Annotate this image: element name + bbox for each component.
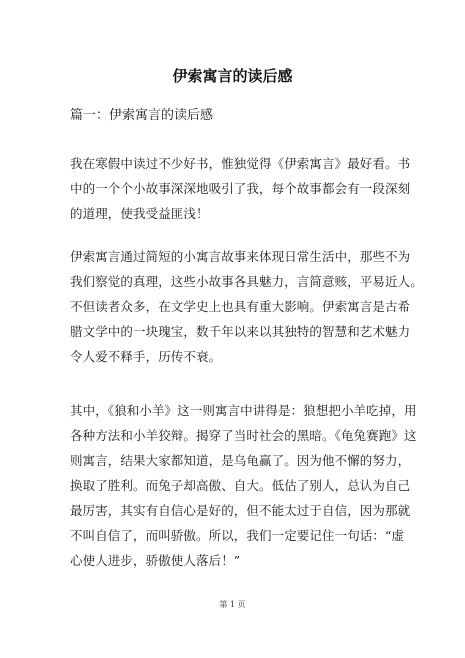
text-line: 其中，《狼和小羊》这一则寓言中讲得是：狼想把小羊吃掉，用: [70, 403, 417, 418]
text-line: 不但读者众多，在文学史上也具有重大影响。伊索寓言是古希: [70, 299, 411, 314]
text-line: 不叫自信了，而叫骄傲。所以，我们一定要记住一句话：“虚: [70, 528, 405, 543]
text-line: 的道理，使我受益匪浅！: [70, 206, 209, 221]
text-line: 伊索寓言通过简短的小寓言故事来体现日常生活中，那些不为: [70, 249, 411, 264]
text-line: 各种方法和小羊狡辩。揭穿了当时社会的黑暗。《龟兔赛跑》这: [70, 428, 417, 443]
text-line: 则寓言，结果大家都知道，是乌龟赢了。因为他不懈的努力，: [70, 453, 411, 468]
paragraph-1: [70, 151, 411, 226]
text-line: 腊文学中的一块瑰宝，数千年以来以其独特的智慧和艺术魅力: [70, 324, 411, 339]
page-number: 第 1 页: [219, 600, 246, 609]
paragraph-2: [70, 244, 423, 369]
text-line: 最厉害，其实有自信心是好的，但不能太过于自信，因为那就: [70, 503, 411, 518]
text-line: 令人爱不释手，历传不衰。: [70, 349, 222, 364]
paragraph-3: [70, 398, 417, 573]
text-line: 换取了胜利。而兔子却高傲、自大。低估了别人，总认为自己: [70, 478, 411, 493]
text-line: 中的一个个小故事深深地吸引了我，每个故事都会有一段深刻: [70, 181, 411, 196]
text-line: 我在寒假中读过不少好书，惟独觉得《伊索寓言》最好看。书: [70, 156, 411, 171]
section-heading: 篇一：伊索寓言的读后感: [70, 108, 214, 123]
text-line: 我们察觉的真理，这些小故事各具魅力，言简意赅，平易近人。: [70, 274, 423, 289]
text-line: 心使人进步，骄傲使人落后！”: [70, 553, 241, 568]
document-title: 伊索寓言的读后感: [172, 67, 293, 85]
